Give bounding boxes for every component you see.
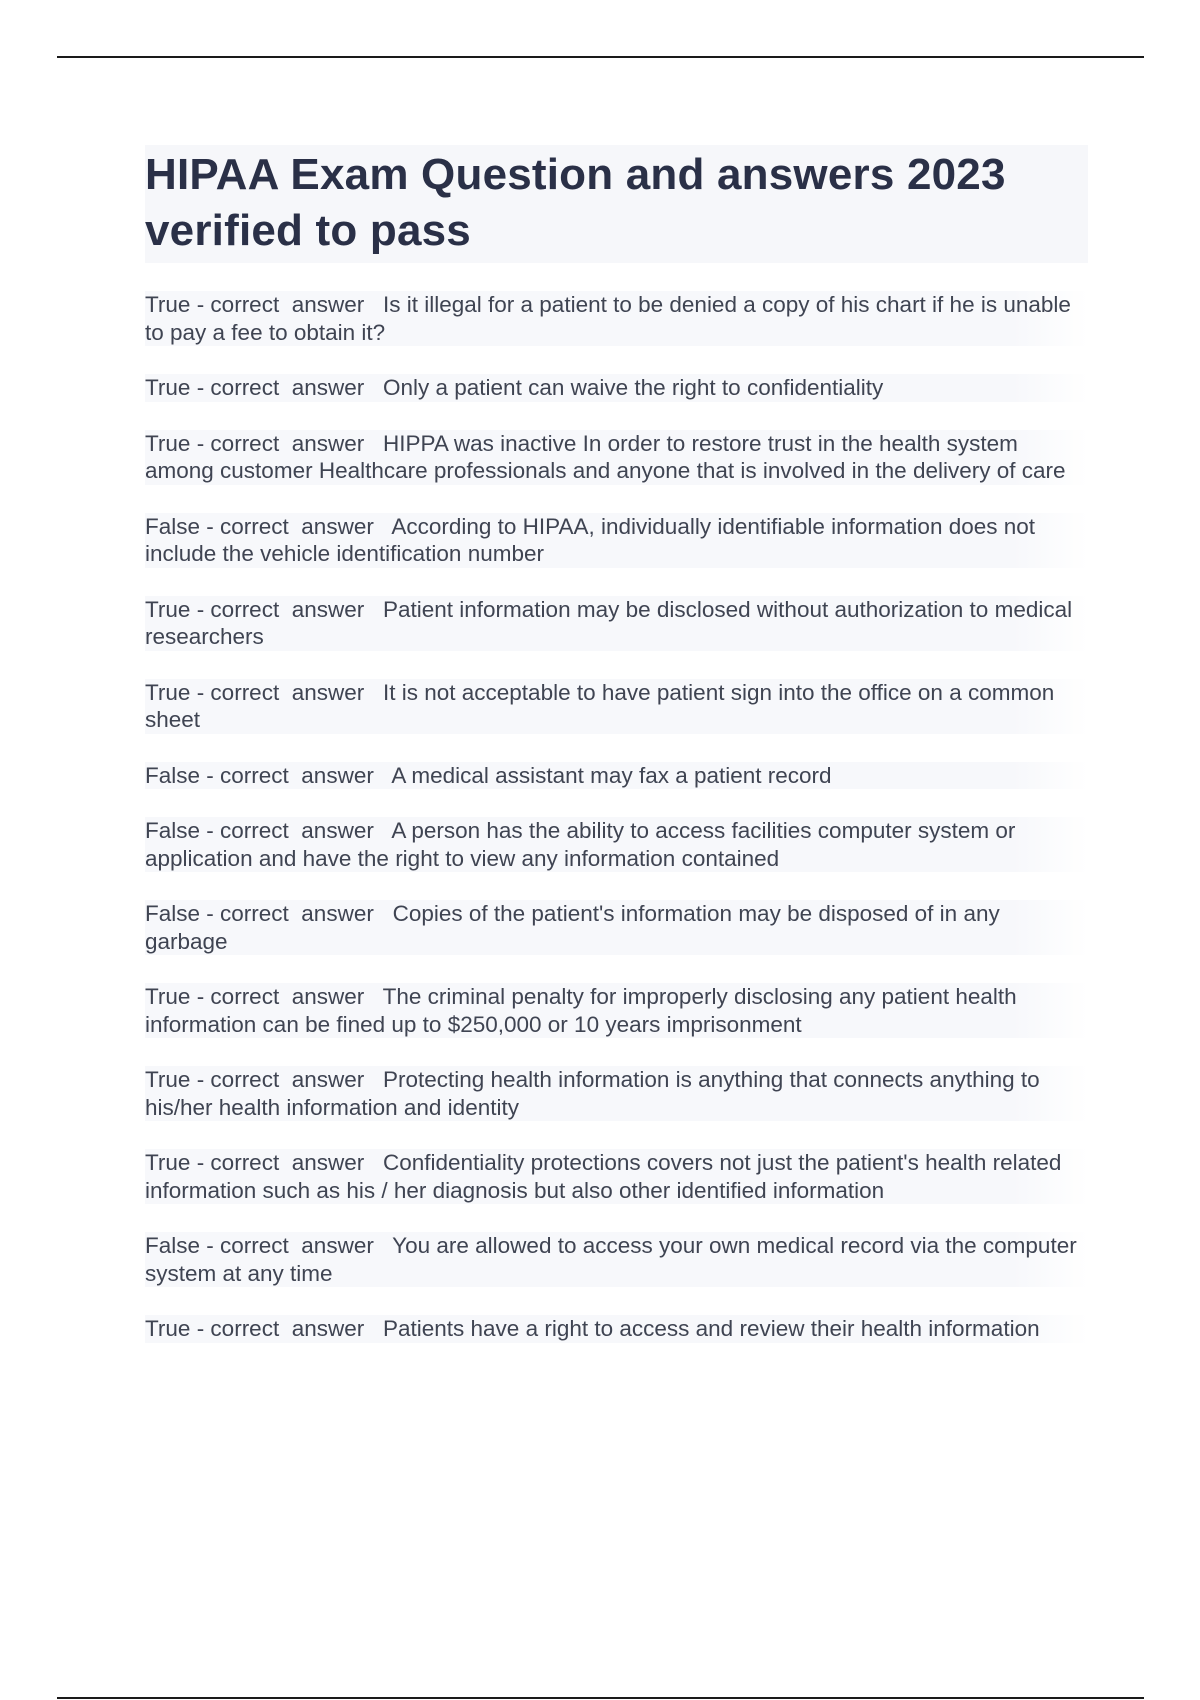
answer-label: False [145, 762, 201, 788]
question-text: Patients have a right to access and review their health information [382, 1316, 1040, 1341]
question-text: The criminal penalty for improperly disclosing any patient health information can be fined up to $250,000 or 10 years imprisonment [145, 984, 1017, 1037]
answer-suffix: - correct answer [200, 1233, 393, 1258]
qa-item [145, 1315, 1088, 1343]
document-body [145, 145, 1088, 1371]
top-divider [57, 56, 1144, 58]
answer-label: False [145, 513, 201, 539]
qa-item [145, 1232, 1088, 1287]
answer-suffix: - correct answer [190, 292, 383, 317]
qa-item [145, 430, 1088, 485]
title-block [145, 145, 1088, 263]
answer-label: True [145, 375, 191, 400]
answer-suffix: - correct answer [190, 1067, 383, 1092]
qa-item [145, 596, 1088, 651]
answer-suffix: - correct answer [190, 1150, 383, 1175]
question-text: It is not acceptable to have patient sign into the office on a common sheet [145, 679, 1055, 732]
answer-suffix: - correct answer [190, 679, 383, 705]
answer-suffix: - correct answer [190, 430, 383, 456]
qa-item [145, 983, 1088, 1038]
answer-suffix: - correct answer [200, 513, 392, 539]
question-text: HIPPA was inactive In order to restore trust in the health system among customer Healthcare professionals and anyone that is involved in the delivery of care [145, 430, 1066, 483]
qa-item [145, 817, 1088, 872]
answer-label: False [145, 1233, 201, 1258]
answer-label: False [145, 901, 201, 926]
bottom-divider [57, 1697, 1144, 1699]
answer-label: True [145, 679, 191, 705]
qa-item [145, 374, 1088, 402]
answer-label: True [145, 430, 191, 456]
answer-label: True [145, 1067, 191, 1092]
page-title: HIPAA Exam Question and answers 2023 verified to pass [145, 150, 1006, 255]
qa-item [145, 513, 1088, 568]
qa-item [145, 679, 1088, 734]
question-text: Protecting health information is anything that connects anything to his/her health information and identity [145, 1067, 1040, 1120]
qa-item [145, 762, 1088, 790]
qa-item [145, 1149, 1088, 1204]
question-text: A medical assistant may fax a patient record [391, 762, 832, 788]
answer-suffix: - correct answer [190, 1316, 383, 1341]
answer-suffix: - correct answer [190, 375, 383, 400]
answer-suffix: - correct answer [190, 984, 383, 1009]
answer-suffix: - correct answer [200, 818, 392, 843]
question-text: Patient information may be disclosed without authorization to medical researchers [145, 596, 1073, 649]
qa-item [145, 291, 1088, 346]
question-text: Copies of the patient's information may be disposed of in any garbage [145, 901, 1000, 954]
question-text: Confidentiality protections covers not just the patient's health related information such as his / her diagnosis but also other identified information [145, 1150, 1062, 1203]
qa-item [145, 1066, 1088, 1121]
answer-label: True [145, 984, 191, 1009]
answer-suffix: - correct answer [200, 901, 393, 926]
answer-label: True [145, 1316, 191, 1341]
answer-suffix: - correct answer [200, 762, 392, 788]
question-text: According to HIPAA, individually identifiable information does not include the vehicle identification number [145, 513, 1036, 566]
answer-label: True [145, 292, 191, 317]
qa-list [145, 291, 1088, 1343]
answer-suffix: - correct answer [190, 596, 383, 622]
answer-label: True [145, 1150, 191, 1175]
question-text: A person has the ability to access facilities computer system or application and have the right to view any information contained [145, 818, 1016, 871]
question-text: You are allowed to access your own medical record via the computer system at any time [145, 1233, 1077, 1286]
question-text: Only a patient can waive the right to confidentiality [382, 375, 884, 400]
question-text: Is it illegal for a patient to be denied a copy of his chart if he is unable to pay a fee to obtain it? [145, 292, 1071, 345]
answer-label: False [145, 818, 201, 843]
answer-label: True [145, 596, 191, 622]
qa-item [145, 900, 1088, 955]
